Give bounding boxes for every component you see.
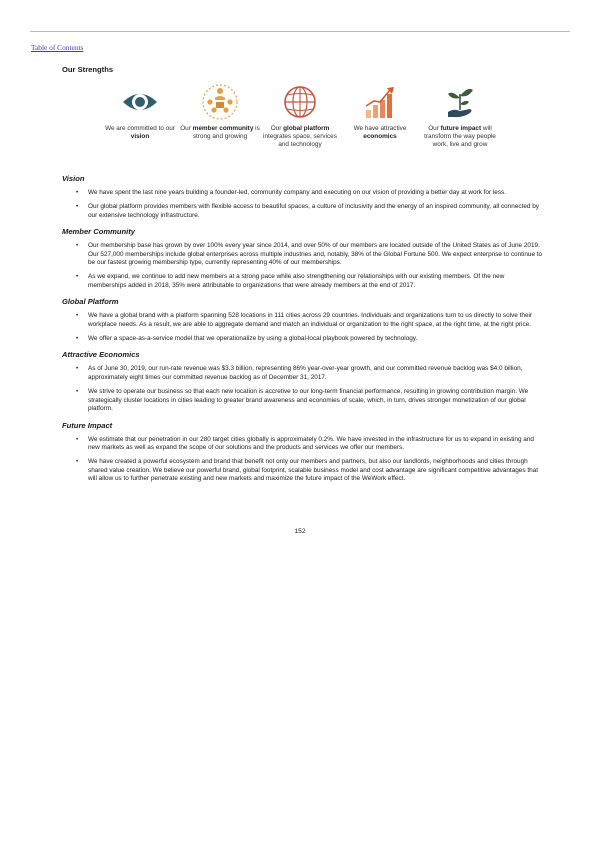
strength-future-impact xyxy=(420,82,500,149)
list-item: • We have spent the last nine years building a founder-led, community company and executing on our vision of providing a better day at work for less. xyxy=(76,189,506,196)
section-vision xyxy=(62,174,544,220)
list-item: • Our membership base has grown by over 100% every year since 2014, and over 50% of our members are located outside of the United States as of June 2019. Our 527,000 memberships include global enterprises across multiple industries and, notably, 38% of the Global Fortune 500. We expect enterprise to continue to be our fastest growing membership type, currently representing 40% of our memberships. xyxy=(76,242,543,267)
strength-caption: Our future impact will transform the way people work, live and grow xyxy=(424,125,496,148)
strength-vision xyxy=(100,82,180,141)
section-heading: Vision xyxy=(62,174,85,183)
section-heading: Member Community xyxy=(62,227,135,237)
strength-member-community xyxy=(180,82,260,141)
growth-chart-icon xyxy=(360,82,400,122)
section-attractive-economics xyxy=(62,350,544,413)
list-item: • We have created a powerful ecosystem and brand that benefit not only our members and partners, but also our landlords, neighborhoods and cities through shared value creation. We believe our powerful brand, global footprint, scalable business model and cost advantage are significant competitive advantages that will allow us to further penetrate existing and new markets and maximize the future impact of the WeWork effect. xyxy=(76,458,538,483)
strength-economics xyxy=(340,82,420,141)
section-future-impact xyxy=(62,421,544,484)
strength-caption: We have attractive economics xyxy=(353,125,407,140)
plant-hand-icon xyxy=(440,82,480,122)
list-item: • We have a global brand with a platform spanning 528 locations in 111 cities across 29 countries. Individuals and organizations turn to us directly to solve their workplace needs. As a result, we are able to aggregate demand and match an individual or organization to the right space, at the right time, at the right price. xyxy=(76,312,533,328)
strengths-icons-row xyxy=(100,82,500,166)
page-title: Our Strengths xyxy=(62,65,114,74)
strengths-content xyxy=(62,174,544,491)
globe-icon xyxy=(280,82,320,122)
list-item: • We offer a space-as-a-service model that we operationalize by using a global-local playbook powered by technology. xyxy=(76,335,418,343)
community-icon xyxy=(200,82,240,122)
list-item: • As we expand, we continue to add new members at a strong pace while also strengthening our relationships with our existing members. Of the new memberships added in 2018, 35% were attributable to organizations that were already members at the end of 2017. xyxy=(76,273,505,289)
list-item: • As of June 30, 2019, our run-rate revenue was $3.3 billion, representing 86% year-over-year growth, and our committed revenue backlog was $4.0 billion, approximately eight times our committed revenue backlog as of December 31, 2017. xyxy=(76,365,523,381)
page-number: 152 xyxy=(294,528,306,535)
section-heading: Global Platform xyxy=(62,297,119,307)
eye-icon xyxy=(120,82,160,122)
table-of-contents-link[interactable]: Table of Contents xyxy=(31,43,84,52)
list-item: • Our global platform provides members with flexible access to beautiful spaces, a culture of inclusivity and the energy of an inspired community, all connected by our extensive technology infrastructure. xyxy=(76,203,540,219)
strength-caption: Our global platform integrates space, services and technology xyxy=(263,125,337,148)
section-member-community xyxy=(62,227,544,290)
section-global-platform xyxy=(62,297,544,343)
header-rule xyxy=(30,31,570,32)
section-heading: Future Impact xyxy=(62,420,113,430)
section-heading: Attractive Economics xyxy=(62,350,140,360)
strength-caption: Our member community is strong and growing xyxy=(180,125,260,140)
list-item: • We strive to operate our business so that each new location is accretive to our long-term financial performance, resulting in growing contribution margin. We strategically cluster locations in cities leading to greater brand awareness and economies of scale, which, in turn, drives stronger monetization of our global platform. xyxy=(76,388,529,413)
strength-global-platform xyxy=(260,82,340,149)
strength-caption: We are committed to our vision xyxy=(105,125,175,140)
list-item: • We estimate that our penetration in our 280 target cities globally is approximately 0.2%. We have invested in the infrastructure for us to expand in existing and new markets as well as expand the scope of our solutions and the products and services we offer our members. xyxy=(76,435,534,451)
